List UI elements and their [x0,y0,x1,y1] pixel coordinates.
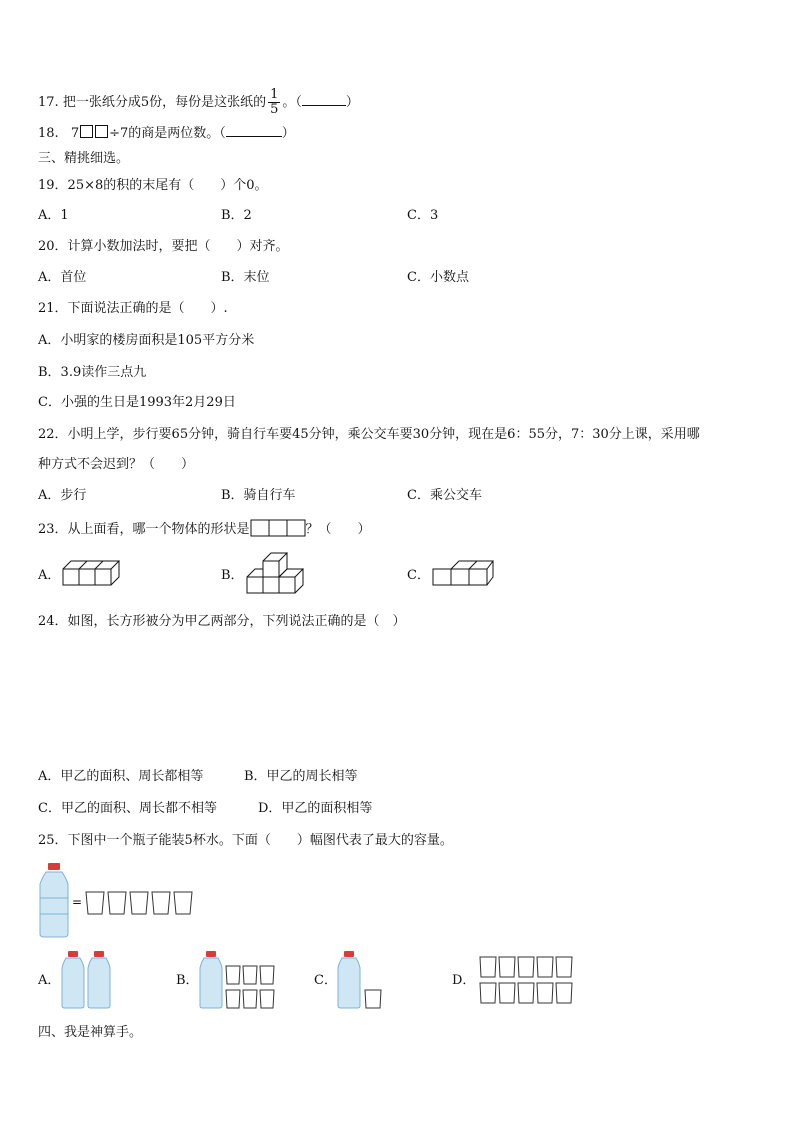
question-number: 17. [38,95,59,110]
option-c[interactable]: C．乘公交车 [407,488,482,503]
bottle-icon [62,951,84,1008]
question-23-stem [38,519,371,539]
bottle-icon [88,951,110,1008]
reference-figure [38,862,198,938]
option-b[interactable]: B．末位 [221,270,270,285]
option-b[interactable]: B．甲乙的周长相等 [244,769,358,784]
option-a[interactable]: A．小明家的楼房面积是105平方分米 [38,333,255,348]
question-text: 7 [70,126,80,141]
question-text-tail: 。（ [282,95,302,110]
question-22-stem-line2: 种方式不会迟到？（ ） [38,457,195,472]
option-b[interactable]: B．骑自行车 [221,488,296,503]
option-b-cubes-figure[interactable] [246,552,310,596]
option-d-ten-cups[interactable] [478,955,574,1007]
bottle-icon [40,863,68,937]
option-b-bottle-and-cups[interactable] [198,950,280,1010]
cup-icon [86,892,192,914]
option-a-cubes-figure[interactable] [62,558,120,588]
answer-blank[interactable] [302,93,346,106]
fraction-denominator: 5 [270,102,279,117]
digit-box [95,125,108,138]
question-17 [38,88,359,117]
option-a[interactable]: A．甲乙的面积、周长都相等 [38,769,204,784]
option-a[interactable]: A．步行 [38,488,87,503]
question-number: 18. [38,126,59,141]
bottle-icon [200,951,222,1008]
top-view-figure [250,519,306,537]
question-24-stem: 24．如图，长方形被分为甲乙两部分，下列说法正确的是（ ） [38,614,406,629]
option-c-label[interactable]: C． [407,568,430,583]
question-25-stem: 25．下图中一个瓶子能装5杯水。下面（ ）幅图代表了最大的容量。 [38,833,453,848]
option-b[interactable]: B．3.9读作三点九 [38,365,147,380]
section-4-heading: 四、我是神算手。 [38,1025,143,1040]
option-a[interactable]: A．1 [38,208,69,223]
option-a-two-bottles[interactable] [60,950,114,1010]
paren-close: ） [345,95,359,110]
option-c[interactable]: C．3 [407,208,439,223]
cup-icon [480,957,572,1003]
option-b[interactable]: B．2 [221,208,252,223]
option-a-label[interactable]: A． [38,973,61,988]
question-21-stem: 21．下面说法正确的是（ ）. [38,301,228,316]
option-a-label[interactable]: A． [38,568,61,583]
paren-close: ） [281,126,295,141]
question-22-stem-line1: 22．小明上学，步行要65分钟，骑自行车要45分钟，乘公交车要30分钟，现在是6：55分，7：30分上课，采用哪 [38,427,700,442]
section-3-heading: 三、精挑细选。 [38,151,130,166]
question-text-tail: ？（ ） [305,522,371,537]
digit-box [80,125,93,138]
question-text-tail: ÷7的商是两位数。（ [109,126,226,141]
answer-blank[interactable] [226,124,282,137]
option-c[interactable]: C．甲乙的面积、周长都不相等 [38,801,217,816]
option-b-label[interactable]: B． [176,973,199,988]
question-20-stem: 20．计算小数加法时，要把（ ）对齐。 [38,239,289,254]
question-18 [38,124,295,143]
cup-icon [365,990,381,1008]
bottle-icon [338,951,360,1008]
option-c[interactable]: C．小数点 [407,270,469,285]
question-19-stem: 19．25×8的积的末尾有（ ）个0。 [38,178,268,193]
fraction-numerator: 1 [270,87,279,102]
option-c-cubes-figure[interactable] [432,558,494,588]
option-c-label[interactable]: C． [314,973,337,988]
cup-icon [226,966,274,1008]
option-d-label[interactable]: D． [452,973,476,988]
option-a[interactable]: A．首位 [38,270,87,285]
question-text: 23．从上面看，哪一个物体的形状是 [38,522,250,537]
question-text: 把一张纸分成5份，每份是这张纸的 [62,95,267,110]
fraction [268,88,280,117]
equals-sign: = [72,895,83,909]
option-c-bottle-and-cup[interactable] [336,950,388,1010]
option-d[interactable]: D．甲乙的面积相等 [258,801,373,816]
option-b-label[interactable]: B． [221,568,244,583]
option-c[interactable]: C．小强的生日是1993年2月29日 [38,395,236,410]
